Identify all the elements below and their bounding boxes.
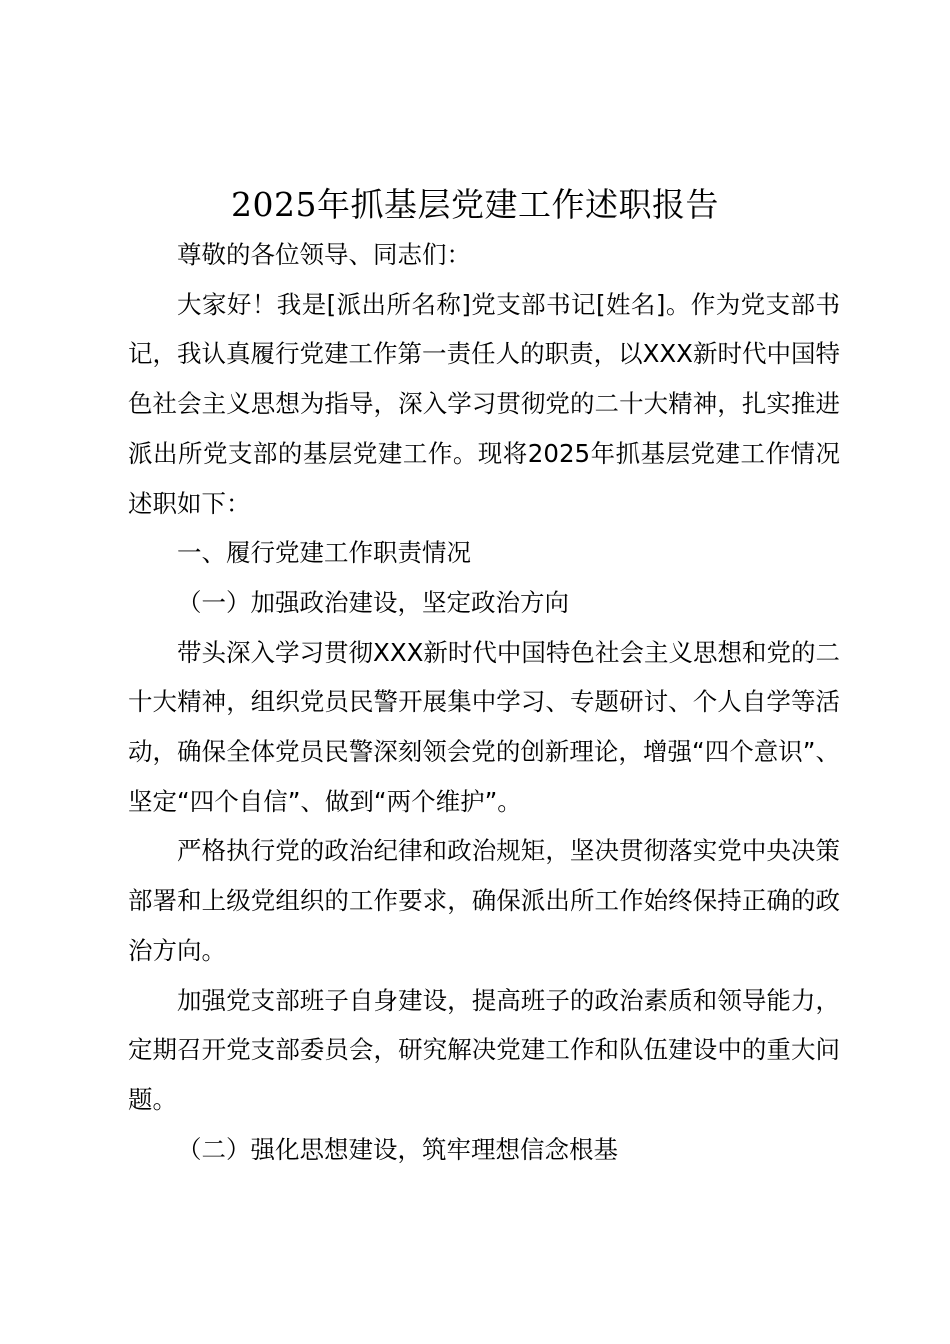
paragraph-discipline: 严格执行党的政治纪律和政治规矩，坚决贯彻落实党中央决策部署和上级党组织的工作要求，确保派出所工作始终保持正确的政治方向。 [128,836,840,965]
subsection-heading-2: （二）强化思想建设，筑牢理想信念根基 [177,1134,618,1164]
document-body [128,230,840,1174]
paragraph-salutation: 尊敬的各位领导、同志们： [177,240,471,269]
section-heading-1: 一、履行党建工作职责情况 [177,538,471,568]
document-title: 2025年抓基层党建工作述职报告 [231,185,719,224]
subsection-heading-1: （一）加强政治建设，坚定政治方向 [177,587,569,617]
paragraph-introduction: 大家好！我是[派出所名称]党支部书记[姓名]。作为党支部书记，我认真履行党建工作第一责任人的职责，以XXX新时代中国特色社会主义思想为指导，深入学习贯彻党的二十大精神，扎实推进派出所党支部的基层党建工作。现将2025年抓基层党建工作情况述职如下： [128,289,840,518]
paragraph-study: 带头深入学习贯彻XXX新时代中国特色社会主义思想和党的二十大精神，组织党员民警开展集中学习、专题研讨、个人自学等活动，确保全体党员民警深刻领会党的创新理论，增强“四个意识”、坚定“四个自信”、做到“两个维护”。 [128,637,840,816]
paragraph-team-building: 加强党支部班子自身建设，提高班子的政治素质和领导能力，定期召开党支部委员会，研究解决党建工作和队伍建设中的重大问题。 [128,985,840,1114]
